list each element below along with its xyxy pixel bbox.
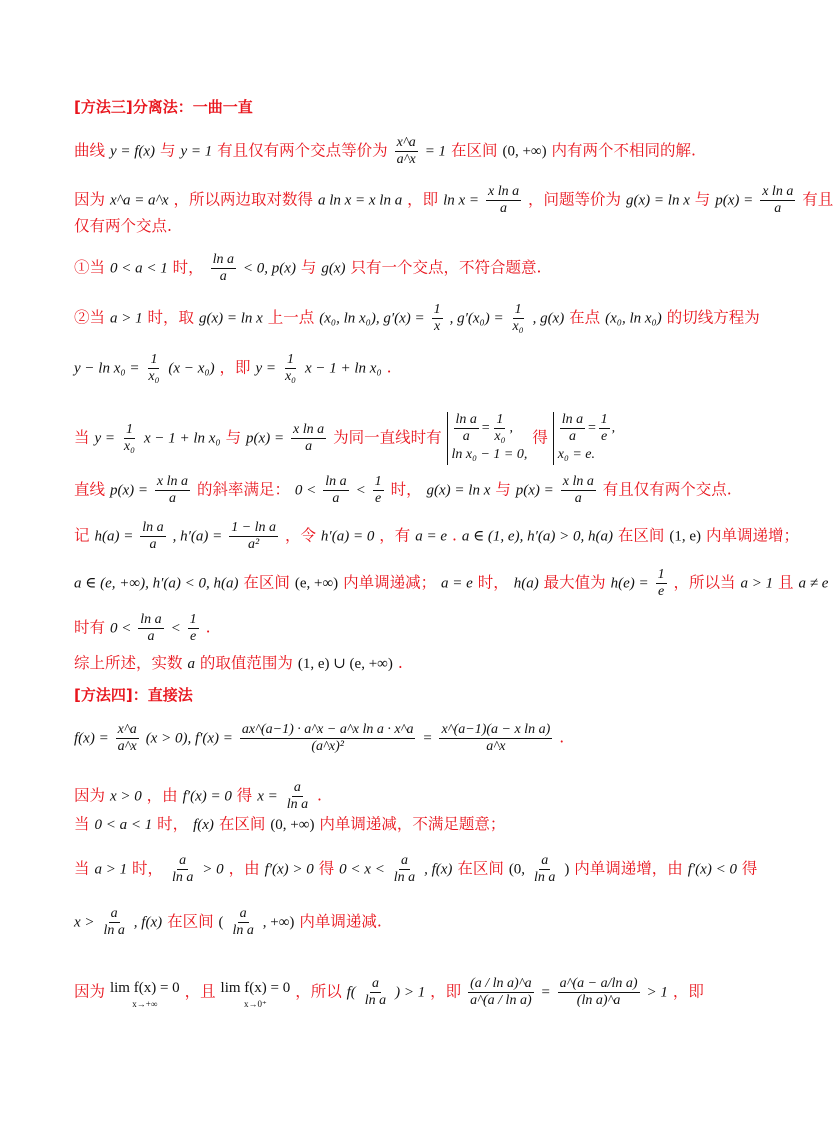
text: 内有两个不相同的解. — [551, 141, 696, 160]
math: (1, e) ∪ (e, +∞) — [297, 656, 393, 672]
math: (x > 0), f′(x) = — [145, 730, 233, 747]
math: g(x) — [321, 260, 346, 277]
text: 为同一直线时有 — [333, 428, 442, 447]
math: h(a) = — [94, 528, 134, 545]
fraction: $\frac{a}{\text{ln a}}$ — [364, 976, 387, 1008]
text: ，即 — [430, 982, 462, 1001]
fraction: $\frac{\text{ax\textasciicircum{}(a−1) · a\textasciicircum{}x − a\textasciicircum{}x ln a · x\textasciicircum{}a}}{\text{(a\textasciicircum{}x)²}}$ — [241, 722, 414, 754]
math: 0 < a < 1 — [94, 817, 153, 833]
equation-system-result: $\frac{\text{ln a}}{a}$ = $\frac{1}{e}$ , x₀ = e. — [553, 412, 615, 465]
math: f′(x) > 0 — [264, 861, 314, 878]
text: 时， — [172, 258, 204, 277]
fraction: $\frac{1}{\text{x₀}}$ — [123, 422, 136, 454]
text: . — [397, 654, 403, 672]
fraction: $\frac{x\^{}a}{a\^{}x}$ — [396, 135, 416, 167]
math: f( — [346, 984, 356, 1001]
fraction: $\frac{a}{\text{ln a}}$ — [393, 853, 416, 885]
math: (x − x₀) — [168, 360, 215, 377]
method4-heading: [方法四]：直接法 — [74, 686, 193, 704]
text: 时， — [477, 573, 509, 592]
text: 当 — [74, 428, 90, 447]
math: a — [187, 656, 195, 672]
text: 只有一个交点，不符合题意. — [350, 258, 542, 277]
math: < 0, p(x) — [242, 260, 296, 277]
text: ，有 — [379, 526, 411, 545]
math: p(x) = — [246, 430, 285, 447]
math: (0, +∞) — [502, 143, 547, 160]
m3-line12 — [74, 652, 740, 675]
m3-line4 — [74, 252, 740, 285]
fraction: $\frac{a}{\text{ln a}}$ — [171, 853, 194, 885]
math: , g′(x₀) = — [449, 310, 504, 327]
fraction: $\frac{\text{x ln a}}{a}$ — [293, 422, 325, 454]
text: 与 — [160, 141, 176, 160]
fraction: $\frac{a}{\text{ln a}}$ — [232, 906, 254, 938]
text: 得 — [532, 428, 548, 447]
math: x − 1 + ln x₀ — [304, 360, 382, 377]
fraction: $\frac{\text{1 − ln a}}{\text{a²}}$ — [231, 520, 277, 552]
math: y − ln x₀ = — [74, 360, 140, 377]
m3-line9 — [74, 520, 799, 553]
math: a ∈ (e, +∞), h′(a) < 0, h(a) — [74, 575, 239, 592]
text: ，所以 — [295, 982, 342, 1001]
text: ，由 — [146, 786, 178, 805]
text: 内单调递减. — [299, 912, 382, 931]
math: p(x) = — [109, 482, 148, 499]
math: p(x) = — [515, 482, 554, 499]
math: 0 < — [294, 482, 317, 499]
math: a ∈ (1, e), h′(a) > 0, h(a) — [461, 528, 613, 545]
fraction: $\frac{\text{x ln a}}{a}$ — [562, 474, 594, 506]
math: 0 < a < 1 — [109, 260, 168, 277]
math: = — [540, 984, 551, 1001]
fraction: $\frac{\text{ln a}}{a}$ — [212, 252, 234, 284]
math: > 0 — [202, 861, 224, 878]
text: 且 — [778, 573, 794, 592]
equation-system: $\frac{\text{ln a}}{a}$ = $\frac{1}{\text{x₀}}$ , ln x₀ − 1 = 0, — [447, 412, 528, 465]
math: (x₀, ln x₀), g′(x) = — [319, 310, 425, 327]
math: g(x) = ln x — [626, 192, 690, 209]
math: , +∞) — [262, 914, 295, 931]
text: 上一点 — [267, 308, 315, 327]
math: a > 1 — [94, 861, 128, 878]
m3-line2 — [74, 184, 833, 217]
m3-line1 — [74, 135, 740, 168]
text: 时有 — [74, 618, 106, 637]
fraction: $\frac{x\^{}a}{a\^{}x}$ — [117, 722, 137, 754]
math: f′(x) = 0 — [182, 788, 232, 805]
fraction: $\frac{\text{ln a}}{a}$ — [142, 520, 164, 552]
math: x > — [74, 914, 95, 931]
math: a ≠ e — [798, 575, 829, 592]
math: > 1 — [646, 984, 668, 1001]
math: = 1 — [424, 143, 447, 160]
math: , g(x) — [532, 310, 565, 327]
m4-line5 — [74, 906, 740, 939]
math: h(e) = — [610, 575, 649, 592]
text: . — [205, 618, 211, 637]
math: ln x = — [443, 192, 480, 209]
text: 在区间 — [451, 141, 498, 160]
math: f(x) = — [74, 730, 109, 747]
text: ，即 — [672, 982, 704, 1001]
text: 在区间 — [457, 859, 504, 878]
math: 0 < x < — [339, 861, 385, 878]
text: . — [559, 728, 565, 747]
math: ( — [218, 914, 224, 931]
math: 0 < — [109, 620, 132, 637]
math: y = — [94, 430, 115, 447]
text: 与 — [495, 480, 511, 499]
text: 在区间 — [617, 526, 665, 545]
text: . — [317, 786, 322, 805]
fraction: $\frac{\text{x\textasciicircum{}(a−1)(a − x ln a)}}{a\^{}x}$ — [441, 722, 551, 754]
math: < — [170, 620, 181, 637]
fraction: $\frac{\text{a\textasciicircum{}(a − a/ln a)}}{\text{(ln a)\textasciicircum{}a}}$ — [559, 976, 638, 1008]
m3-line8 — [74, 474, 740, 507]
math: (1, e) — [669, 528, 701, 545]
m3-line10 — [74, 567, 829, 600]
fraction: $\frac{\text{ln a}}{a}$ — [140, 612, 162, 644]
math: x > 0 — [109, 788, 142, 805]
math: , f(x) — [133, 914, 163, 931]
text: 的切线方程为 — [666, 308, 760, 327]
fraction: $\frac{\text{x ln a}}{a}$ — [762, 184, 794, 216]
limit-expr: lim f(x) = 0 x→+∞ — [109, 979, 180, 1009]
m4-line4 — [74, 853, 758, 886]
math: a ln x = x ln a — [317, 192, 403, 209]
text: 内单调递增； — [705, 526, 799, 545]
math: a = e — [441, 575, 473, 592]
math: a > 1 — [109, 310, 143, 327]
math: y = 1 — [180, 143, 213, 160]
math: (0, — [508, 861, 526, 878]
text: . — [386, 358, 392, 377]
text: ，即 — [407, 190, 439, 209]
text: 内单调递减； — [343, 573, 437, 592]
math: ) > 1 — [395, 984, 426, 1001]
text: 与 — [694, 190, 711, 209]
text: 直线 — [74, 480, 106, 499]
math: f′(x) < 0 — [687, 861, 737, 878]
method3-heading: [方法三]分离法：一曲一直 — [74, 98, 253, 116]
text: 时， — [157, 815, 189, 833]
text: 得 — [741, 859, 758, 878]
math: a > 1 — [740, 575, 774, 592]
text: 得 — [236, 786, 253, 805]
fraction: $\frac{1}{\text{x₀}}$ — [148, 352, 160, 384]
math: x = — [257, 788, 278, 805]
text: ，所以当 — [673, 573, 736, 592]
text: 记 — [74, 526, 90, 545]
m3-line7 — [74, 412, 740, 465]
math: (0, +∞) — [270, 817, 315, 833]
m4-line6 — [74, 976, 740, 1009]
text: ，所以两边取对数得 — [173, 190, 313, 209]
math: g(x) = ln x — [426, 482, 491, 499]
math: h′(a) = 0 — [320, 528, 375, 545]
text: 最大值为 — [543, 573, 606, 592]
text: 当 — [74, 859, 90, 878]
text: 内单调递增，由 — [574, 859, 683, 878]
math: h(a) — [513, 575, 539, 592]
fraction: $\frac{\text{x ln a}}{a}$ — [156, 474, 189, 506]
math: a = e — [415, 528, 447, 545]
m3-line6 — [74, 352, 740, 385]
fraction: $\frac{a}{\text{ln a}}$ — [534, 853, 556, 885]
math: , h′(a) = — [172, 528, 223, 545]
text: 有且 — [802, 190, 833, 209]
math: x^a = a^x — [109, 192, 169, 209]
text: 综上所述，实数 — [74, 654, 183, 672]
math: y = f(x) — [109, 143, 156, 160]
text: ，且 — [184, 982, 216, 1001]
text: 的取值范围为 — [199, 654, 293, 672]
limit-expr: lim f(x) = 0 x→0⁺ — [220, 979, 291, 1009]
text: 与 — [225, 428, 242, 447]
math: < — [355, 482, 366, 499]
m3-line5 — [74, 302, 760, 335]
m4-line2 — [74, 780, 740, 813]
fraction: $\frac{1}{x}$ — [433, 302, 441, 334]
text: 时， — [132, 859, 164, 878]
text: . — [451, 526, 457, 545]
math: (e, +∞) — [294, 575, 339, 592]
text: 因为 — [74, 786, 106, 805]
text: ，即 — [219, 358, 251, 377]
m3-line11 — [74, 612, 740, 645]
fraction: $\frac{1}{e}$ — [657, 567, 665, 599]
m3-line3: 仅有两个交点. — [74, 217, 172, 235]
math: f(x) — [193, 817, 214, 833]
math: g(x) = ln x — [198, 310, 263, 327]
text: 当 — [74, 815, 90, 833]
text: 在区间 — [218, 815, 266, 833]
math: , f(x) — [424, 861, 453, 878]
fraction: $\frac{1}{e}$ — [189, 612, 197, 644]
fraction: $\frac{\text{(a / ln a)\textasciicircum{}a}}{\text{a\textasciicircum{}(a / ln a)}}$ — [470, 976, 532, 1008]
fraction: $\frac{1}{\text{x₀}}$ — [512, 302, 524, 334]
text: 因为 — [74, 982, 106, 1001]
text: 的斜率满足： — [196, 480, 290, 499]
fraction: $\frac{a}{\text{ln a}}$ — [286, 780, 309, 812]
text: 曲线 — [74, 141, 106, 160]
text: 与 — [300, 258, 317, 277]
fraction: $\frac{1}{e}$ — [374, 474, 382, 506]
fraction: $\frac{a}{\text{ln a}}$ — [103, 906, 125, 938]
fraction: $\frac{1}{\text{x₀}}$ — [284, 352, 297, 384]
text: 在区间 — [243, 573, 290, 592]
math: p(x) = — [715, 192, 754, 209]
text: 在点 — [569, 308, 601, 327]
math: = — [422, 730, 433, 747]
m4-line3 — [74, 813, 740, 836]
m4-line1 — [74, 722, 740, 755]
text: ，令 — [284, 526, 316, 545]
math: ) — [564, 861, 570, 878]
text: 内单调递减，不满足题意； — [319, 815, 506, 833]
math: x − 1 + ln x₀ — [143, 430, 221, 447]
text: 有且仅有两个交点. — [602, 480, 732, 499]
fraction: $\frac{\text{x ln a}}{a}$ — [488, 184, 520, 216]
text: 时， — [390, 480, 422, 499]
fraction: $\frac{\text{ln a}}{a}$ — [325, 474, 347, 506]
text: ，由 — [228, 859, 260, 878]
text: 因为 — [74, 190, 106, 209]
text: 有且仅有两个交点等价为 — [217, 141, 388, 160]
math: (x₀, ln x₀) — [605, 310, 662, 327]
text: 得 — [318, 859, 335, 878]
math: y = — [255, 360, 276, 377]
text: ①当 — [74, 258, 106, 277]
text: 在区间 — [167, 912, 214, 931]
text: 时，取 — [147, 308, 195, 327]
text: ，问题等价为 — [528, 190, 622, 209]
text: ②当 — [74, 308, 106, 327]
